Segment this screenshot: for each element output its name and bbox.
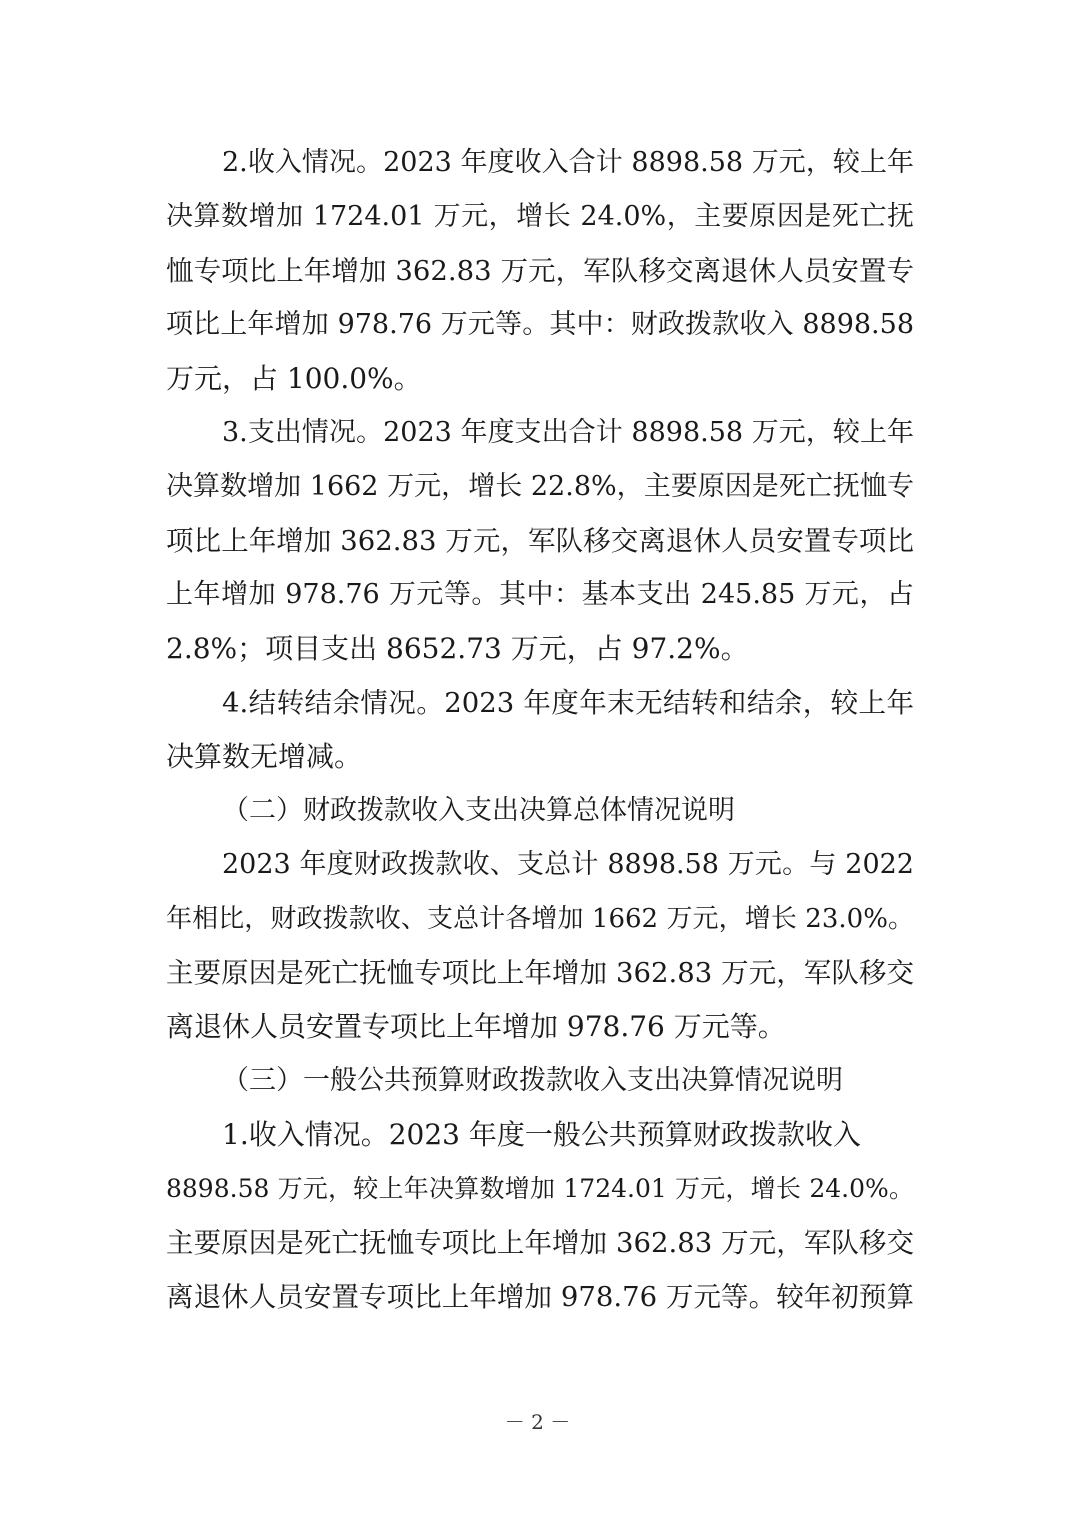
section-heading: （三）一般公共预算财政拨款收入支出决算情况说明 (222, 1065, 843, 1096)
paragraph-line: 4.结转结余情况。2023 年度年末无结转和结余，较上年 (222, 687, 914, 719)
paragraph-line: 万元，占 100.0%。 (166, 362, 422, 395)
section-heading: （二）财政拨款收入支出决算总体情况说明 (222, 795, 735, 826)
paragraph-line: 恤专项比上年增加 362.83 万元，军队移交离退休人员安置专 (166, 255, 914, 287)
paragraph-line: 上年增加 978.76 万元等。其中：基本支出 245.85 万元，占 (166, 579, 914, 610)
paragraph-line: 离退休人员安置专项比上年增加 978.76 万元等。较年初预算 (166, 1281, 914, 1313)
paragraph-line: 2.8%；项目支出 8652.73 万元，占 97.2%。 (166, 632, 749, 665)
paragraph-line: 主要原因是死亡抚恤专项比上年增加 362.83 万元，军队移交 (166, 957, 914, 989)
paragraph-line: 8898.58 万元，较上年决算数增加 1724.01 万元，增长 24.0%。 (166, 1174, 914, 1203)
paragraph-line: 年相比，财政拨款收、支总计各增加 1662 万元，增长 23.0%。 (166, 904, 914, 934)
paragraph-line: 2.收入情况。2023 年度收入合计 8898.58 万元，较上年 (222, 147, 914, 178)
paragraph-line: 1.收入情况。2023 年度一般公共预算财政拨款收入 (222, 1118, 861, 1151)
paragraph-line: 决算数无增减。 (166, 740, 363, 773)
paragraph-line: 3.支出情况。2023 年度支出合计 8898.58 万元，较上年 (222, 417, 914, 448)
paragraph-line: 决算数增加 1724.01 万元，增长 24.0%，主要原因是死亡抚 (166, 201, 914, 232)
paragraph-line: 主要原因是死亡抚恤专项比上年增加 362.83 万元，军队移交 (166, 1227, 914, 1259)
paragraph-line: 项比上年增加 362.83 万元，军队移交离退休人员安置专项比 (166, 525, 914, 557)
paragraph-line: 离退休人员安置专项比上年增加 978.76 万元等。 (166, 1010, 786, 1043)
paragraph-line: 决算数增加 1662 万元，增长 22.8%，主要原因是死亡抚恤专 (166, 471, 914, 502)
page-number: － 2 － (504, 1410, 571, 1434)
paragraph-line: 2023 年度财政拨款收、支总计 8898.58 万元。与 2022 (222, 849, 914, 880)
paragraph-line: 项比上年增加 978.76 万元等。其中：财政拨款收入 8898.58 (166, 309, 914, 340)
